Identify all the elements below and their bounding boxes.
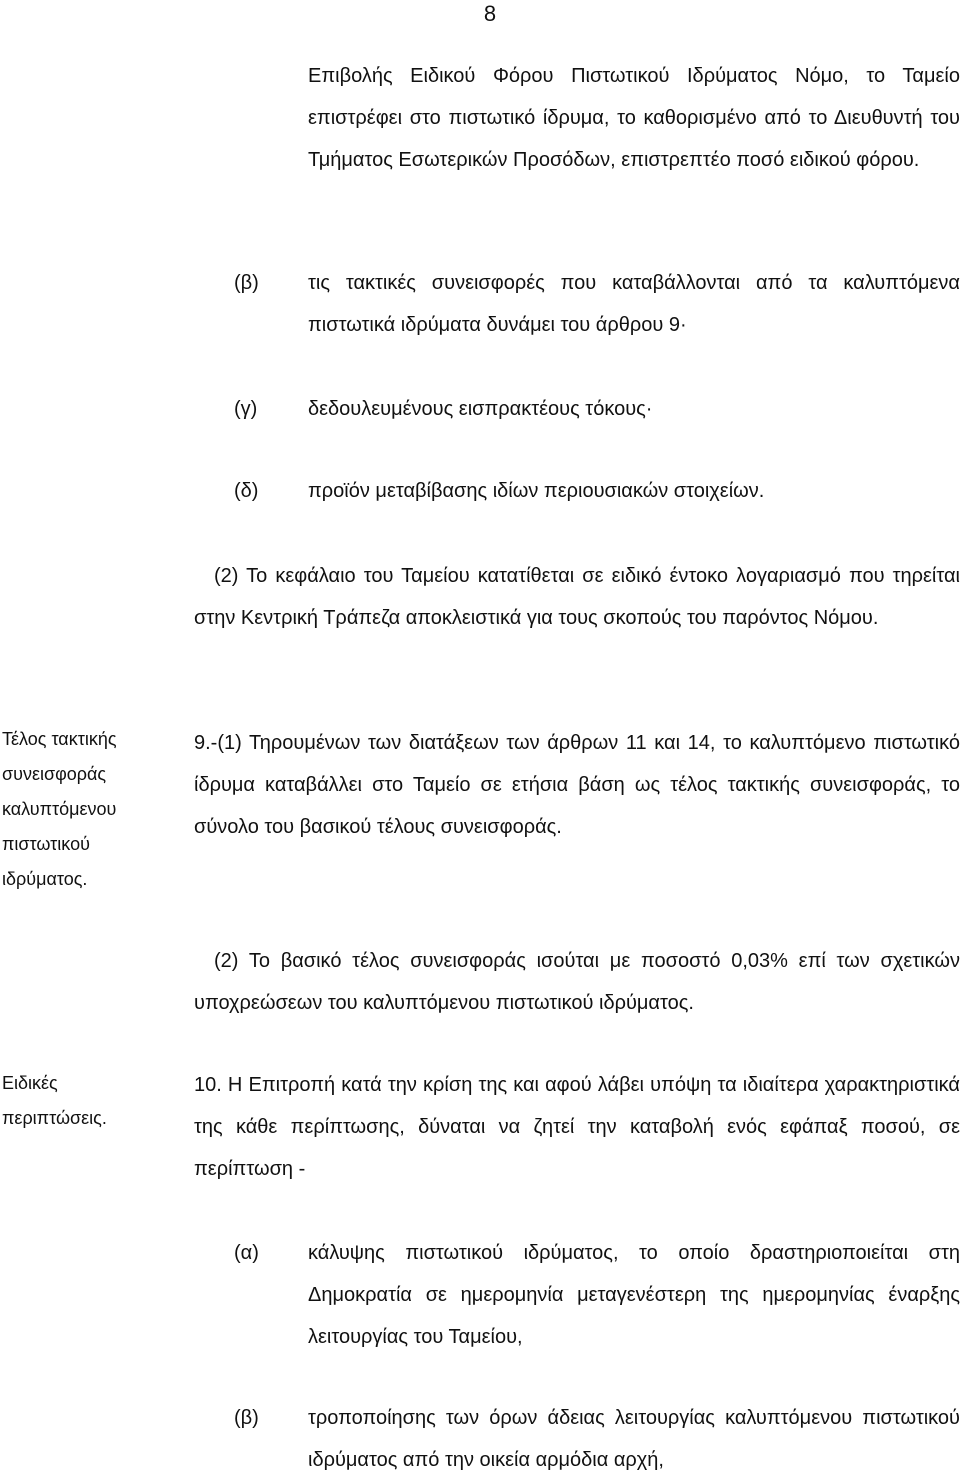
section-10-item-label-b: (β)	[234, 1407, 259, 1429]
item-text-b: τις τακτικές συνεισφορές που καταβάλλονται από τα καλυπτόμενα πιστωτικά ιδρύματα δυνάμει του άρθρου 9·	[308, 272, 960, 336]
section-10-paragraph-1: 10. Η Επιτροπή κατά την κρίση της και αφού λάβει υπόψη τα ιδιαίτερα χαρακτηριστικά της κάθε περίπτωσης, δύναται να ζητεί την καταβολή ενός εφάπαξ ποσού, σε περίπτωση -	[194, 1074, 960, 1180]
item-label-c: (γ)	[234, 398, 258, 420]
item-label-d: (δ)	[234, 480, 259, 502]
page-number: 8	[483, 1, 497, 26]
section-9-paragraph-2: (2) Το βασικό τέλος συνεισφοράς ισούται με ποσοστό 0,03% επί των σχετικών υποχρεώσεων του καλυπτόμενου πιστωτικού ιδρύματος.	[194, 950, 960, 1014]
paragraph-8-2: (2) Το κεφάλαιο του Ταμείου κατατίθεται σε ειδικό έντοκο λογαριασμό που τηρείται στην Κεντρική Τράπεζα αποκλειστικά για τους σκοπούς του παρόντος Νόμου.	[194, 565, 960, 629]
section-10-item-label-a: (α)	[234, 1242, 259, 1264]
margin-note-section-9: Τέλος τακτικής συνεισφοράς καλυπτόμενου πιστωτικού ιδρύματος.	[2, 729, 117, 889]
section-10-item-text-b: τροποποίησης των όρων άδειας λειτουργίας καλυπτόμενου πιστωτικού ιδρύματος από την οικεία αρμόδια αρχή,	[308, 1407, 960, 1471]
section-9-paragraph-1: 9.-(1) Τηρουμένων των διατάξεων των άρθρων 11 και 14, το καλυπτόμενο πιστωτικό ίδρυμα καταβάλλει στο Ταμείο σε ετήσια βάση ως τέλος τακτικής συνεισφοράς, το σύνολο του βασικού τέλους συνεισφοράς.	[194, 732, 960, 838]
item-text-d: προϊόν μεταβίβασης ιδίων περιουσιακών στοιχείων.	[308, 480, 765, 502]
item-text-c: δεδουλευμένους εισπρακτέους τόκους·	[308, 398, 653, 420]
margin-note-section-10: Ειδικές περιπτώσεις.	[2, 1073, 107, 1128]
intro-continuation-paragraph: Επιβολής Ειδικού Φόρου Πιστωτικού Ιδρύματος Νόμο, το Ταμείο επιστρέφει στο πιστωτικό ίδρυμα, το καθορισμένο από το Διευθυντή του Τμήματος Εσωτερικών Προσόδων, επιστρεπτέο ποσό ειδικού φόρου.	[308, 65, 960, 171]
item-label-b: (β)	[234, 272, 259, 294]
section-10-item-text-a: κάλυψης πιστωτικού ιδρύματος, το οποίο δραστηριοποιείται στη Δημοκρατία σε ημερομηνία μεταγενέστερη της ημερομηνίας έναρξης λειτουργίας του Ταμείου,	[308, 1242, 960, 1348]
